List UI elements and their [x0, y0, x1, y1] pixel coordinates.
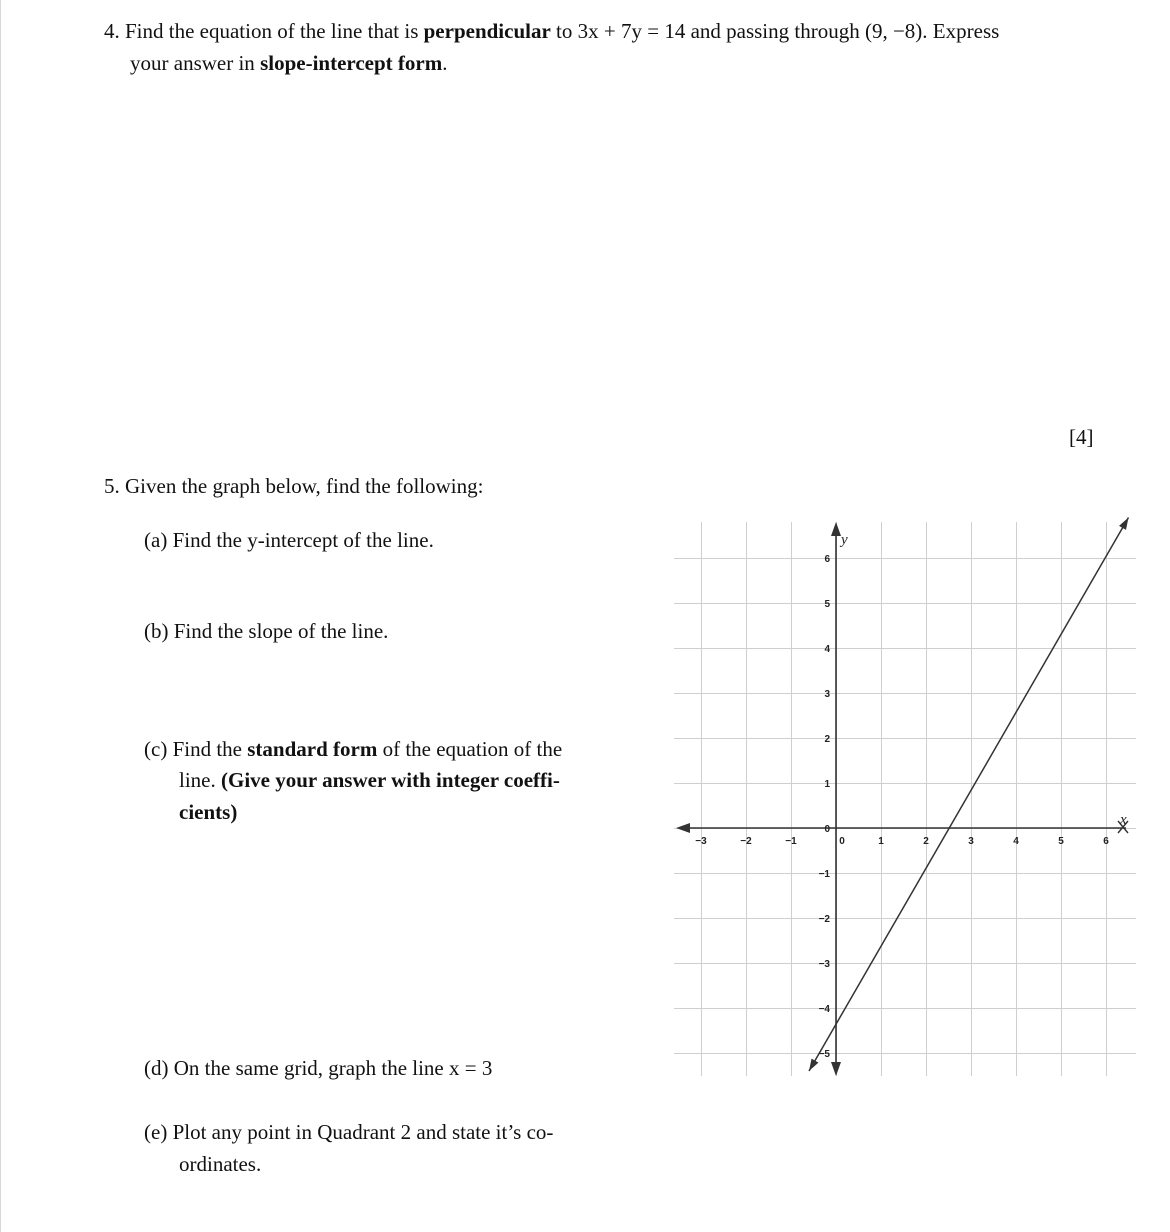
y-axis-top-arrow [831, 522, 841, 536]
x-tick-label: 2 [923, 836, 929, 847]
y-tick-label: 0 [824, 824, 830, 835]
q4-number: 4. [104, 19, 120, 43]
part-b-label: (b) [144, 619, 169, 643]
q5-part-d [144, 1052, 492, 1084]
y-tick-label: 2 [824, 734, 830, 745]
q4-bold-slope-intercept: slope-intercept form [260, 51, 443, 75]
question-4-line-2 [130, 47, 447, 79]
q4-text-2: to 3x + 7y = 14 and passing through (9, −8). Express [556, 19, 1000, 43]
y-tick-label: 1 [824, 779, 830, 790]
q4-bold-perpendicular: perpendicular [423, 19, 551, 43]
q5-part-e [144, 1116, 553, 1148]
q4-text-1: Find the equation of the line that is [125, 19, 419, 43]
question-5 [104, 470, 483, 502]
q5-intro: Given the graph below, find the following: [125, 474, 484, 498]
x-tick-label: −2 [740, 836, 752, 847]
q5-part-e-line-2: ordinates. [179, 1152, 262, 1176]
q5-part-c-line-2 [179, 764, 560, 796]
q5-part-c [144, 733, 562, 765]
part-c-bold-standard-form: standard form [247, 737, 378, 761]
part-d-label: (d) [144, 1056, 169, 1080]
y-tick-label: 3 [824, 689, 830, 700]
line-arrowhead [809, 1059, 818, 1071]
plotted-line [809, 518, 1129, 1072]
x-tick-label: 1 [878, 836, 884, 847]
tick-labels [695, 554, 1109, 1060]
x-tick-label: 0 [839, 836, 845, 847]
q4-marks: [4] [1069, 425, 1094, 449]
x-tick-label: 3 [968, 836, 974, 847]
part-c-text-2: of the equation of the [382, 737, 563, 761]
x-tick-label: 4 [1013, 836, 1019, 847]
part-c-bold-2: (Give your answer with integer coeffi- [221, 768, 560, 792]
part-c-text-3: line. [179, 768, 216, 792]
q5-number: 5. [104, 474, 120, 498]
y-tick-label: −3 [818, 959, 830, 970]
q5-part-c-line-3 [179, 796, 237, 828]
y-tick-label: 5 [824, 599, 830, 610]
y-axis-label: y [841, 532, 848, 548]
axes [676, 522, 1128, 1076]
part-a-label: (a) [144, 528, 168, 552]
y-tick-label: −4 [818, 1004, 830, 1015]
plotted-lines [809, 518, 1129, 1072]
part-d-text: On the same grid, graph the line x = 3 [173, 1056, 493, 1080]
y-tick-label: 6 [824, 554, 830, 565]
x-tick-label: 6 [1103, 836, 1109, 847]
x-tick-label: 5 [1058, 836, 1064, 847]
coordinate-graph[interactable] [670, 516, 1140, 1081]
x-axis-left-arrow [676, 823, 690, 833]
y-tick-label: −2 [818, 914, 830, 925]
x-tick-label: −1 [785, 836, 797, 847]
y-tick-label: 4 [824, 644, 830, 655]
part-c-text-1: Find the [172, 737, 242, 761]
y-tick-label: −1 [818, 869, 830, 880]
x-tick-label: −3 [695, 836, 707, 847]
part-e-text-1: Plot any point in Quadrant 2 and state it’s co- [172, 1120, 554, 1144]
page-edge [0, 0, 1, 1232]
question-4 [104, 15, 1104, 47]
q5-part-a [144, 524, 434, 556]
y-axis-bottom-arrow [831, 1062, 841, 1076]
q4-text-3: your answer in [130, 51, 255, 75]
part-c-bold-3: cients) [179, 800, 238, 824]
part-a-text: Find the y-intercept of the line. [172, 528, 434, 552]
q5-part-b [144, 615, 388, 647]
part-c-label: (c) [144, 737, 168, 761]
y-tick-label: −5 [818, 1049, 830, 1060]
q4-text-4: . [442, 51, 448, 75]
grid-lines [674, 522, 1136, 1076]
x-axis-label: x [1120, 812, 1127, 828]
line-arrowhead [1119, 518, 1128, 530]
part-b-text: Find the slope of the line. [173, 619, 389, 643]
part-e-label: (e) [144, 1120, 168, 1144]
